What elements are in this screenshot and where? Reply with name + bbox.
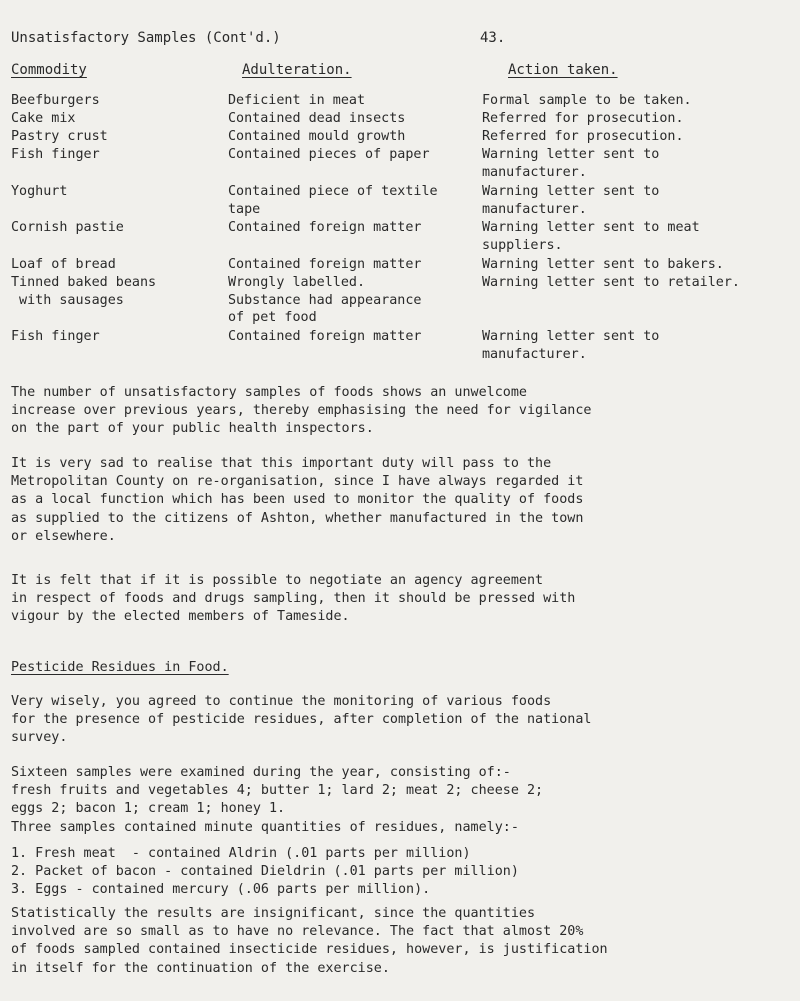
commodity-cell: Tinned baked beans with sausages — [11, 275, 157, 308]
page-header-title: Unsatisfactory Samples (Cont'd.) — [11, 30, 281, 46]
section-heading: Pesticide Residues in Food. — [11, 660, 229, 675]
commodity-cell: Beefburgers — [11, 93, 100, 108]
column-header-adulteration: Adulteration. — [242, 62, 352, 78]
column-header-commodity: Commodity — [11, 62, 87, 78]
paragraph: Sixteen samples were examined during the year, consisting of:- fresh fruits and vegetables 4; butter 1; lard 2; meat 2; cheese 2; eggs 2; bacon 1; cream 1; honey 1. Three samples contained minute quantities of residues, namely:- — [11, 765, 544, 835]
adulteration-cell: Contained foreign matter — [228, 257, 422, 272]
action-cell: Referred for prosecution. — [482, 129, 684, 144]
action-cell: Referred for prosecution. — [482, 111, 684, 126]
commodity-cell: Yoghurt — [11, 184, 68, 199]
adulteration-cell: Contained pieces of paper — [228, 147, 430, 162]
adulteration-cell: Deficient in meat — [228, 93, 366, 108]
action-cell: Warning letter sent to bakers. — [482, 257, 724, 272]
action-cell: Warning letter sent to meat suppliers. — [482, 220, 700, 253]
column-header-action: Action taken. — [508, 62, 618, 78]
commodity-cell: Loaf of bread — [11, 257, 116, 272]
adulteration-cell: Contained piece of textile tape — [228, 184, 438, 217]
action-cell: Formal sample to be taken. — [482, 93, 692, 108]
action-cell: Warning letter sent to retailer. — [482, 275, 740, 290]
finding-item: 2. Packet of bacon - contained Dieldrin (.01 parts per million) — [11, 864, 519, 879]
page-number: 43. — [480, 30, 506, 46]
finding-item: 1. Fresh meat - contained Aldrin (.01 parts per million) — [11, 846, 471, 861]
commodity-cell: Fish finger — [11, 147, 100, 162]
paragraph: It is felt that if it is possible to negotiate an agency agreement in respect of foods and drugs sampling, then it should be pressed with vigour by the elected members of Tameside. — [11, 573, 576, 625]
action-cell: Warning letter sent to manufacturer. — [482, 184, 660, 217]
commodity-cell: Fish finger — [11, 329, 100, 344]
commodity-cell: Pastry crust — [11, 129, 108, 144]
commodity-cell: Cake mix — [11, 111, 76, 126]
action-cell: Warning letter sent to manufacturer. — [482, 329, 660, 362]
paragraph: Statistically the results are insignificant, since the quantities involved are so small as to have no relevance. The fact that almost 20% of foods sampled contained insecticide residues, however, is justification in itself for the continuation of the exercise. — [11, 906, 608, 976]
paragraph: It is very sad to realise that this important duty will pass to the Metropolitan County on re-organisation, since I have always regarded it as a local function which has been used to monitor the quality of foods as supplied to the citizens of Ashton, whether manufactured in the town or elsewhere. — [11, 456, 584, 544]
action-cell: Warning letter sent to manufacturer. — [482, 147, 660, 180]
adulteration-cell: Contained mould growth — [228, 129, 406, 144]
adulteration-cell: Wrongly labelled. Substance had appearance of pet food — [228, 275, 422, 325]
paragraph: The number of unsatisfactory samples of foods shows an unwelcome increase over previous years, thereby emphasising the need for vigilance on the part of your public health inspectors. — [11, 385, 592, 437]
paragraph: Very wisely, you agreed to continue the monitoring of various foods for the presence of pesticide residues, after completion of the national survey. — [11, 694, 592, 746]
commodity-cell: Cornish pastie — [11, 220, 124, 235]
adulteration-cell: Contained dead insects — [228, 111, 406, 126]
adulteration-cell: Contained foreign matter — [228, 220, 422, 235]
finding-item: 3. Eggs - contained mercury (.06 parts per million). — [11, 882, 431, 897]
adulteration-cell: Contained foreign matter — [228, 329, 422, 344]
